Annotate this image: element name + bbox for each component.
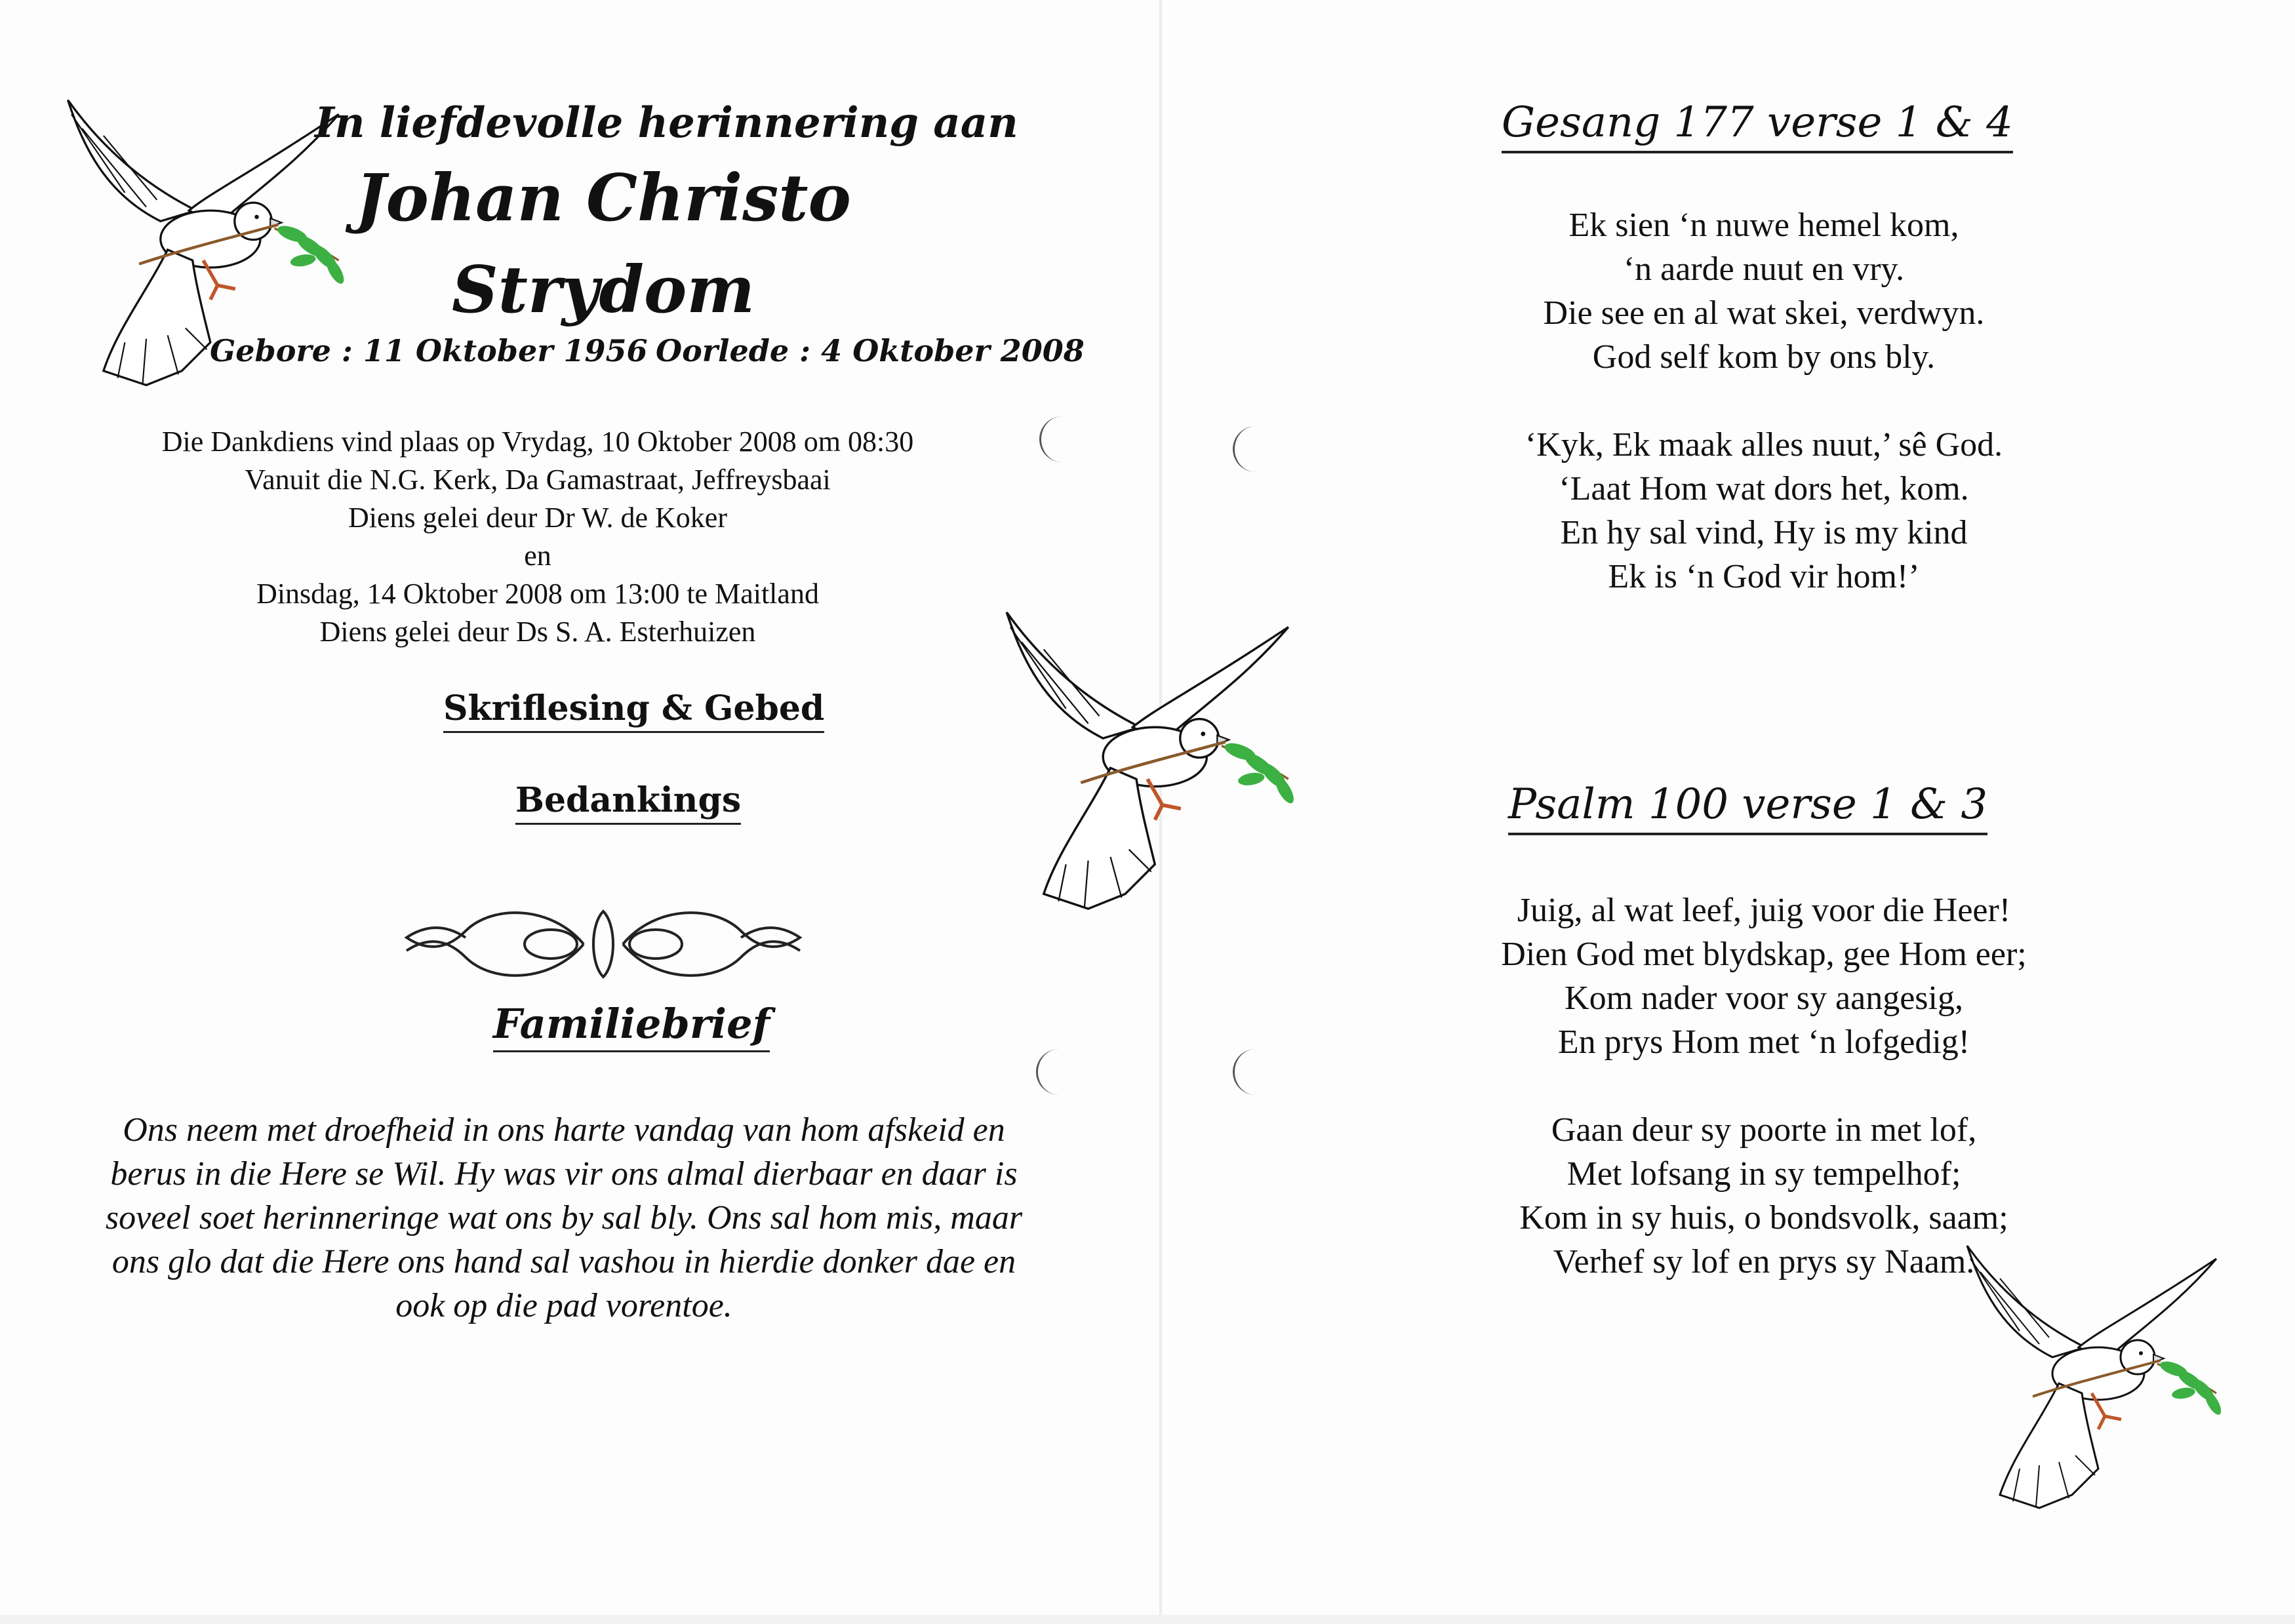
- verse-line: En prys Hom met ‘n lofgedig!: [1557, 1023, 1970, 1061]
- deceased-surname: Strydom: [451, 252, 755, 328]
- verse-line: ‘n aarde nuut en vry.: [1623, 250, 1905, 288]
- service-line: Diens gelei deur Ds S. A. Esterhuizen: [319, 616, 756, 648]
- service-details: [131, 423, 944, 651]
- service-line: en: [524, 540, 551, 572]
- verse-line: Ek sien ‘n nuwe hemel kom,: [1568, 207, 1959, 244]
- verse-line: Gaan deur sy poorte in met lof,: [1551, 1111, 1977, 1149]
- service-line: Vanuit die N.G. Kerk, Da Gamastraat, Jeffreysbaai: [245, 464, 831, 496]
- verse-line: Ek is ‘n God vir hom!’: [1608, 558, 1920, 595]
- death-date: Oorlede : 4 Oktober 2008: [656, 333, 1085, 368]
- verse-line: ‘Kyk, Ek maak alles nuut,’ sê God.: [1525, 426, 2003, 464]
- hymn-title-psalm: Psalm 100 verse 1 & 3: [1508, 780, 1987, 835]
- family-letter-text: Ons neem met droefheid in ons harte vandag van hom afskeid en berus in die Here se Wil. Hy was vir ons almal dierbaar en daar is soveel soet herinneringe wat ons by sal bly. Ons sal hom mis, maar ons glo dat die Here ons hand sal vashou in hierdie donker dae en ook op die pad vorentoe.: [105, 1111, 1023, 1324]
- verse-line: ‘Laat Hom wat dors het, kom.: [1559, 470, 1969, 507]
- verse-line: Dien God met blydskap, gee Hom eer;: [1501, 936, 2027, 973]
- paper-edge: [0, 1615, 2295, 1624]
- verse-line: Kom in sy huis, o bondsvolk, saam;: [1519, 1199, 2008, 1237]
- psalm-stanza: [1410, 888, 2118, 1064]
- family-letter-heading: Familiebrief: [493, 1000, 770, 1052]
- scroll-ornament-icon: [387, 898, 820, 990]
- verse-line: Kom nader voor sy aangesig,: [1565, 980, 1963, 1017]
- dedication-title: In liefdevolle herinnering aan: [315, 98, 1018, 148]
- verse-line: Juig, al wat leef, juig voor die Heer!: [1517, 892, 2011, 929]
- hymn-title-gesang: Gesang 177 verse 1 & 4: [1502, 98, 2013, 153]
- dove-with-olive-branch-icon: [977, 597, 1318, 924]
- verse-line: Verhef sy lof en prys sy Naam.: [1553, 1243, 1975, 1280]
- hymn-stanza: [1410, 203, 2118, 379]
- reading-heading: Skriflesing & Gebed: [443, 688, 824, 733]
- hymn-stanza: [1410, 423, 2118, 599]
- psalm-stanza: [1410, 1108, 2118, 1284]
- thanks-heading: Bedankings: [515, 780, 741, 825]
- service-line: Die Dankdiens vind plaas op Vrydag, 10 Oktober 2008 om 08:30: [161, 426, 914, 458]
- verse-line: Die see en al wat skei, verdwyn.: [1543, 294, 1985, 332]
- verse-line: Met lofsang in sy tempelhof;: [1567, 1155, 1961, 1193]
- service-line: Dinsdag, 14 Oktober 2008 om 13:00 te Maitland: [256, 578, 819, 610]
- verse-line: God self kom by ons bly.: [1592, 338, 1936, 376]
- verse-line: En hy sal vind, Hy is my kind: [1560, 514, 1968, 551]
- service-line: Diens gelei deur Dr W. de Koker: [348, 502, 727, 534]
- deceased-first-names: Johan Christo: [355, 161, 851, 236]
- birth-date: Gebore : 11 Oktober 1956: [210, 333, 648, 368]
